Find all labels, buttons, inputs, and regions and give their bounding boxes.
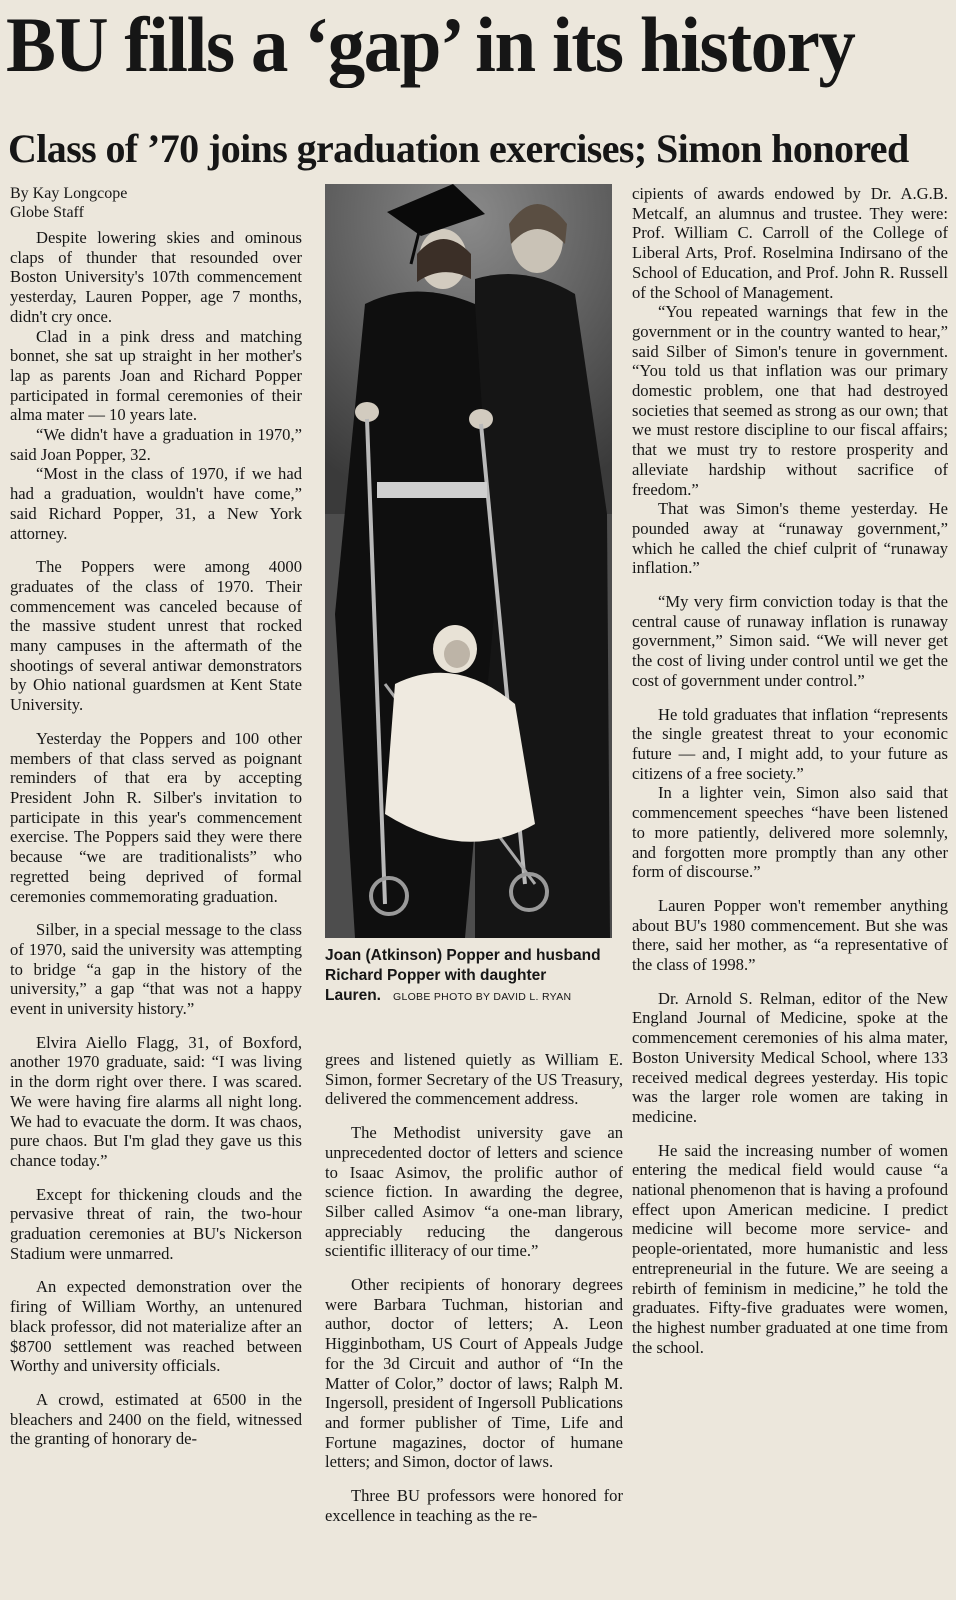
- paragraph: Clad in a pink dress and matching bonnet, she sat up straight in her mother's lap as parents Joan and Richard Popper participated in formal ceremonies of their alma mater — 10 years late.: [10, 326, 302, 425]
- paragraph: “Most in the class of 1970, if we had had a graduation, wouldn't have come,” said Richard Popper, 31, a New York attorney.: [10, 464, 302, 543]
- paragraph: “You repeated warnings that few in the government or in the country wanted to hear,” said Silber of Simon's tenure in government. “You told us that inflation was our primary domestic problem, one that had destroyed societies that seemed as strong as our own; that we must restore discipline to our fiscal affairs; that we must try to restore prosperity and alleviate hardship without sacrifice of freedom.”: [632, 302, 948, 499]
- paragraph: “We didn't have a graduation in 1970,” said Joan Popper, 32.: [10, 425, 302, 464]
- paragraph: grees and listened quietly as William E. Simon, former Secretary of the US Treasury, delivered the commencement address.: [325, 1050, 623, 1109]
- article-column-2: [325, 1050, 623, 1590]
- paragraph: Other recipients of honorary degrees were Barbara Tuchman, historian and author, doctor of letters; A. Leon Higginbotham, US Court of Appeals Judge for the 3d Circuit and author of “In the Matter of Color,” doctor of laws; Ralph M. Ingersoll, president of Ingersoll Publications and former publisher of Time, Life and Fortune magazines, doctor of humane letters; and Simon, doctor of laws.: [325, 1275, 623, 1472]
- photo-caption: [325, 946, 615, 1007]
- photo-illustration: [325, 184, 612, 938]
- paragraph: Three BU professors were honored for excellence in teaching as the re-: [325, 1486, 623, 1525]
- paragraph: Yesterday the Poppers and 100 other members of that class served as poignant reminders of that era by accepting President John R. Silber's invitation to participate in this year's commencement exercise. The Poppers said they were there because “we are traditionalists” who regretted being deprived of formal ceremonies commemorating graduation.: [10, 728, 302, 906]
- paragraph: Elvira Aiello Flagg, 31, of Boxford, another 1970 graduate, said: “I was living in the dorm right over there. I was scared. We were having fire alarms all night long. We had to evacuate the dorm. It was chaos, pure chaos. But I'm glad they gave us this chance today.”: [10, 1032, 302, 1170]
- paragraph: Dr. Arnold S. Relman, editor of the New England Journal of Medicine, spoke at the commencement ceremonies of his alma mater, Boston University Medical School, where 133 received medical degrees yesterday. His topic was the larger role women are taking in medicine.: [632, 988, 948, 1126]
- paragraph: Except for thickening clouds and the pervasive threat of rain, the two-hour graduation ceremonies at BU's Nickerson Stadium were unmarred.: [10, 1184, 302, 1263]
- paragraph: Silber, in a special message to the class of 1970, said the university was attempting to bridge “a gap in the history of the university,” a gap “that was not a happy event in university history.”: [10, 920, 302, 1019]
- headline: BU fills a ‘gap’ in its history: [6, 1, 855, 88]
- graduation-photo: [325, 184, 612, 938]
- paragraph: “My very firm conviction today is that the central cause of runaway inflation is runaway government,” Simon said. “We will never get the cost of living under control until we get the cost of government under control.”: [632, 592, 948, 690]
- byline-org: Globe Staff: [10, 204, 84, 221]
- paragraph: The Methodist university gave an unprecedented doctor of letters and science to Isaac Asimov, the prolific author of science fiction. In awarding the degree, Silber called Asimov “a one-man library, appreciably reducing the dangerous scientific illiteracy of our time.”: [325, 1123, 623, 1261]
- byline: [10, 184, 302, 222]
- paragraph: That was Simon's theme yesterday. He pounded away at “runaway government,” which he called the chief culprit of “runaway inflation.”: [632, 499, 948, 578]
- paragraph: Despite lowering skies and ominous claps of thunder that resounded over Boston University's 107th commencement yesterday, Lauren Popper, age 7 months, didn't cry once.: [10, 228, 302, 326]
- byline-author: By Kay Longcope: [10, 185, 128, 202]
- paragraph: He said the increasing number of women entering the medical field would cause “a national phenomenon that is having a profound effect upon American medicine. I predict medicine will become more service- and people-orientated, more humanistic and less entrepreneurial in the future. We are seeing a rebirth of feminism in medicine,” he told the graduates. Fifty-five graduates were women, the highest number graduated at one time from the school.: [632, 1140, 948, 1357]
- article-column-1: [10, 184, 302, 1596]
- caption-text: Joan (Atkinson) Popper and husband Richard Popper with daughter Lauren.: [325, 947, 601, 1004]
- paragraph: cipients of awards endowed by Dr. A.G.B. Metcalf, an alumnus and trustee. They were: Prof. William C. Carroll of the College of Liberal Arts, Prof. Roselmina Indirsano of the School of Education, and Prof. John R. Russell of the School of Management.: [632, 184, 948, 302]
- paragraph: In a lighter vein, Simon also said that commencement speeches “have been listened to more patiently, delivered more solemnly, and forgotten more promptly than any other form of discourse.”: [632, 783, 948, 882]
- paragraph: The Poppers were among 4000 graduates of the class of 1970. Their commencement was canceled because of the massive student unrest that rocked many campuses in the aftermath of the shootings of several antiwar demonstrators by Ohio national guardsmen at Kent State University.: [10, 557, 302, 715]
- paragraph: Lauren Popper won't remember anything about BU's 1980 commencement. But she was there, said her mother, as “a representative of the class of 1998.”: [632, 895, 948, 975]
- paragraph: A crowd, estimated at 6500 in the bleachers and 2400 on the field, witnessed the granting of honorary de-: [10, 1389, 302, 1449]
- paragraph: He told graduates that inflation “represents the single greatest threat to your economic future — and, I might add, to your future as citizens of a free society.”: [632, 704, 948, 783]
- photo-credit: GLOBE PHOTO BY DAVID L. RYAN: [392, 991, 572, 1003]
- subheadline: Class of ’70 joins graduation exercises; Simon honored: [8, 126, 909, 171]
- article-column-3: [632, 184, 948, 1596]
- paragraph: An expected demonstration over the firing of William Worthy, an untenured black professor, did not materialize after an $8700 settlement was reached between Worthy and university officials.: [10, 1277, 302, 1376]
